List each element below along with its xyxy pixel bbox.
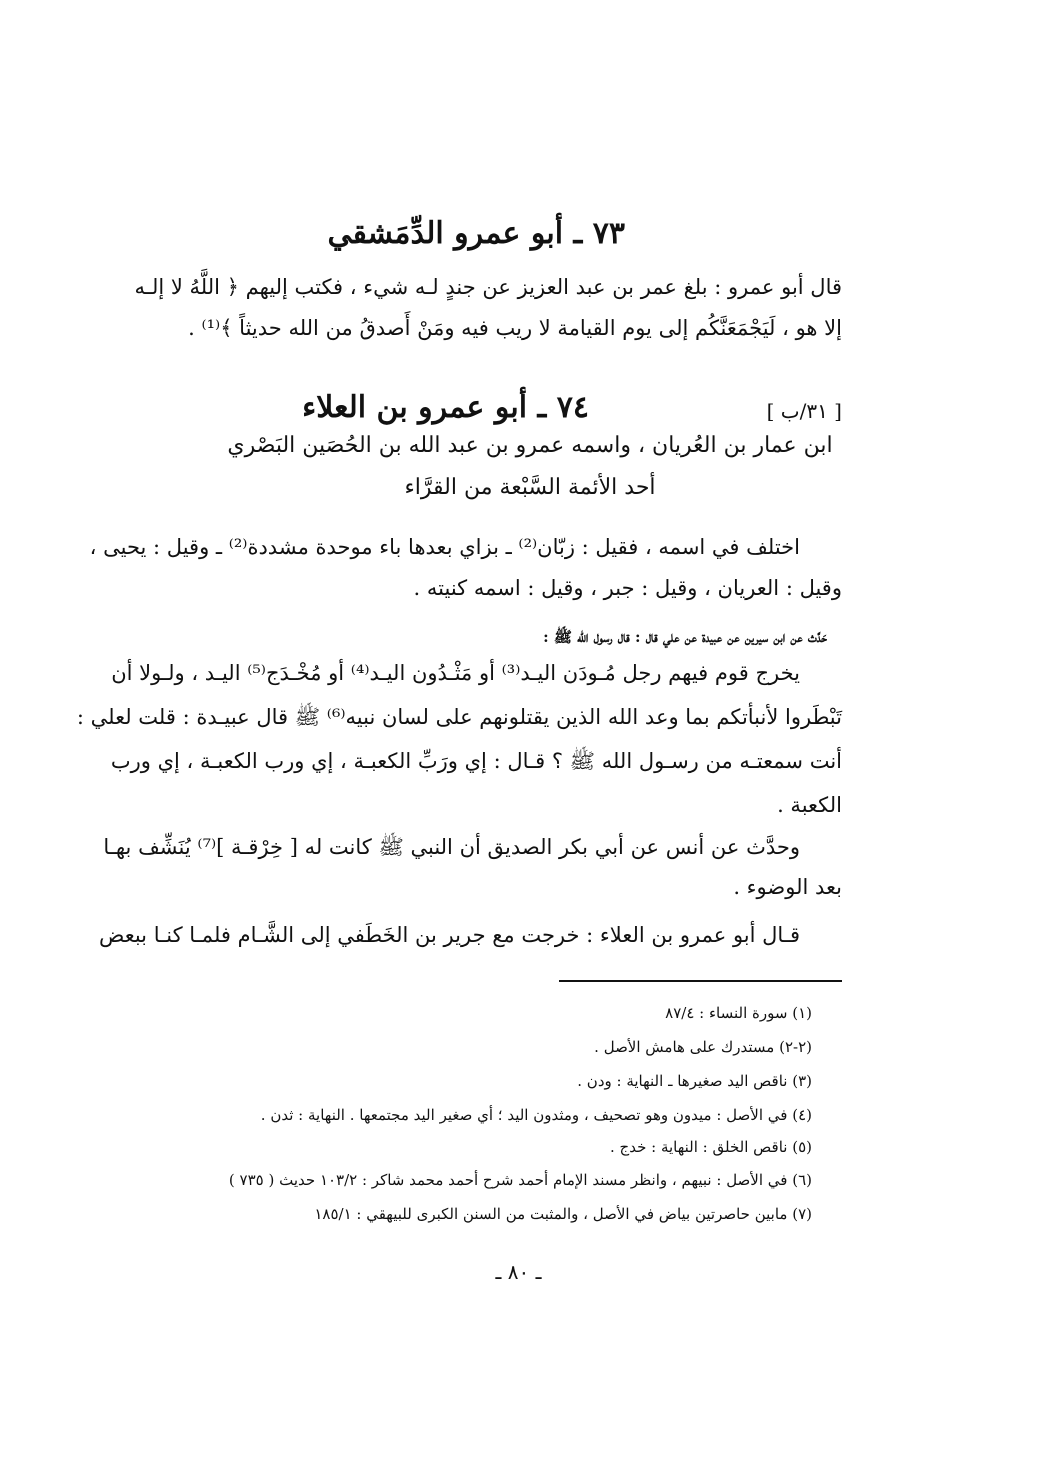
- footnote-6: (٦) في الأصل : نبيهم ، وانظر مسند الإمام أحمد شرح أحمد محمد شاكر : ١٠٣/٢ حديث ( ٧٣٥ ): [228, 1171, 812, 1189]
- footnote-4: (٤) في الأصل : ميدون وهو تصحيف ، ومثدون اليد ؛ أي صغير اليد مجتمعها . النهاية : ثدن .: [260, 1106, 812, 1124]
- footnote-5: (٥) ناقص الخلق : النهاية : خدج .: [609, 1138, 812, 1156]
- footnote-1: (١) سورة النساء : ٨٧/٤: [665, 1004, 812, 1022]
- para2-line-1: يخرج قوم فيهم رجل مُـودَن اليـد⁽³⁾ أو مَثْـدُون اليـد⁽⁴⁾ أو مُخْـدَج⁽⁵⁾ اليـد ، ولـولا أن: [111, 661, 800, 685]
- para1-line-2: وقيل : العريان ، وقيل : جبر ، وقيل : اسمه كنيته .: [413, 576, 842, 600]
- section-74-heading: ٧٤ ـ أبو عمرو بن العلاء: [302, 390, 589, 425]
- footnote-separator: [559, 980, 842, 982]
- footnote-2: (٢-٢) مستدرك على هامش الأصل .: [594, 1038, 812, 1056]
- para1-line-1: اختلف في اسمه ، فقيل : زبّان⁽²⁾ ـ بزاي بعدها باء موحدة مشددة⁽²⁾ ـ وقيل : يحيى ،: [89, 535, 800, 559]
- folio-reference: [ ٣١/ب ]: [766, 399, 842, 423]
- para2-line-4: الكعبة .: [777, 793, 842, 817]
- hadith-chain: حَدَّث عن ابن سيرين عن عبيدة عن علي قال : قال رسول الله ﷺ :: [543, 628, 827, 646]
- section-73-heading: ٧٣ ـ أبو عمرو الدِّمَشقي: [327, 216, 625, 251]
- para2-line-3: أنت سمعتـه من رسـول الله ﷺ ؟ قـال : إي ورَبِّ الكعبـة ، إي ورب الكعبـة ، إي ورب: [110, 749, 842, 773]
- para2-line-2: تَبْطَروا لأنبأتكم بما وعد الله الذين يقتلونهم على لسان نبيه⁽⁶⁾ ﷺ قال عبيـدة : قلت لعلي :: [76, 705, 842, 729]
- section-73-line-1: قال أبو عمرو : بلغ عمر بن عبد العزيز عن جندٍ لـه شيء ، فكتب إليهم ﴿ اللَّهُ لا إلـه: [134, 275, 842, 299]
- para4-line-1: قـال أبو عمرو بن العلاء : خرجت مع جرير بن الخَطَفي إلى الشَّـام فلمـا كنـا ببعض: [98, 923, 800, 947]
- footnote-7: (٧) مابين حاصرتين بياض في الأصل ، والمثبت من السنن الكبرى للبيهقي : ١٨٥/١: [314, 1205, 812, 1223]
- para3-line-2: بعد الوضوء .: [733, 875, 842, 899]
- footnote-3: (٣) ناقص اليد صغيرها ـ النهاية : ودن .: [577, 1072, 812, 1090]
- section-74-subtitle-1: ابن عمار بن العُريان ، واسمه عمرو بن عبد الله بن الحُصَين البَصْري: [227, 433, 833, 458]
- section-73-line-2: إلا هو ، لَيَجْمَعَنَّكُم إلى يوم القيامة لا ريب فيه ومَنْ أَصدقُ من الله حديثاً ﴾⁽¹⁾ .: [188, 316, 842, 340]
- section-74-subtitle-2: أحد الأئمة السَّبْعة من القرَّاء: [404, 475, 656, 500]
- page-number: ـ ٨٠ ـ: [495, 1260, 542, 1284]
- para3-line-1: وحدَّث عن أنس عن أبي بكر الصديق أن النبي ﷺ كانت له [ خِرْقـة ]⁽⁷⁾ يُنَشِّف بهـا: [103, 835, 800, 859]
